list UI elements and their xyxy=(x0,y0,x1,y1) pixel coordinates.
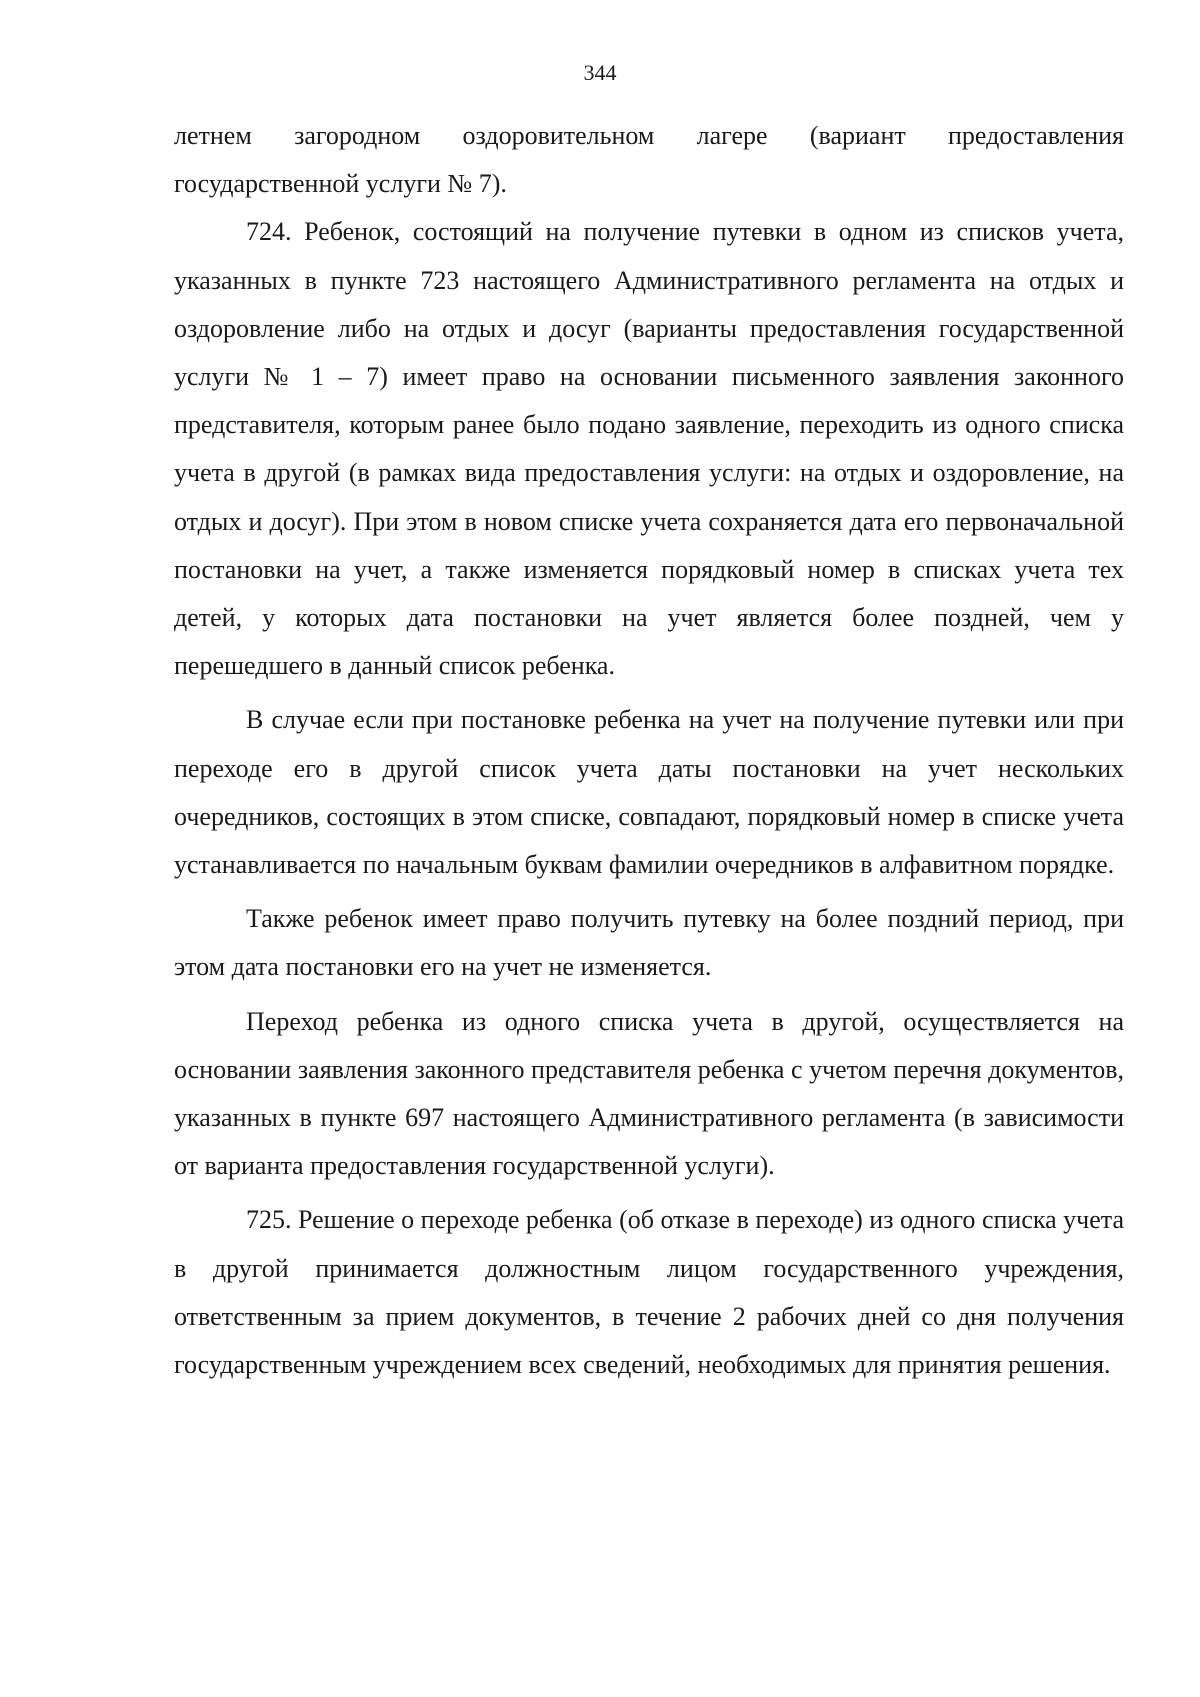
paragraph-item-725: 725. Решение о переходе ребенка (об отказе в переходе) из одного списка учета в другой принимается должностным лицом государственного учреждения, ответственным за прием документов, в течение 2 рабочих дней со дня получения государственным учреждением всех сведений, необходимых для принятия решения. xyxy=(174,1205,1124,1380)
paragraph-later-period: Также ребенок имеет право получить путевку на более поздний период, при этом дата постановки его на учет не изменяется. xyxy=(174,904,1124,982)
paragraph-continuation: летнем загородном оздоровительном лагере (вариант предоставления государственной услуги № 7). xyxy=(174,121,1124,199)
paragraph-same-date-rule: В случае если при постановке ребенка на учет на получение путевки или при переходе его в другой список учета даты постановки на учет нескольких очередников, состоящих в этом списке, совпадают, порядковый номер в списке учета устанавливается по начальным буквам фамилии очередников в алфавитном порядке. xyxy=(174,705,1124,880)
paragraph-transfer-basis: Переход ребенка из одного списка учета в другой, осуществляется на основании заявления законного представителя ребенка с учетом перечня документов, указанных в пункте 697 настоящего Административного регламента (в зависимости от варианта предоставления государственной услуги). xyxy=(174,1006,1124,1181)
document-body xyxy=(174,112,1124,1389)
paragraph-item-724: 724. Ребенок, состоящий на получение путевки в одном из списков учета, указанных в пункте 723 настоящего Административного регламента на отдых и оздоровление либо на отдых и досуг (варианты предоставления государственной услуги № 1 – 7) имеет право на основании письменного заявления законного представителя, которым ранее было подано заявление, переходить из одного списка учета в другой (в рамках вида предоставления услуги: на отдых и оздоровление, на отдых и досуг). При этом в новом списке учета сохраняется дата его первоначальной постановки на учет, а также изменяется порядковый номер в списках учета тех детей, у которых дата постановки на учет является более поздней, чем у перешедшего в данный список ребенка. xyxy=(174,217,1124,681)
page-number: 344 xyxy=(583,60,617,85)
